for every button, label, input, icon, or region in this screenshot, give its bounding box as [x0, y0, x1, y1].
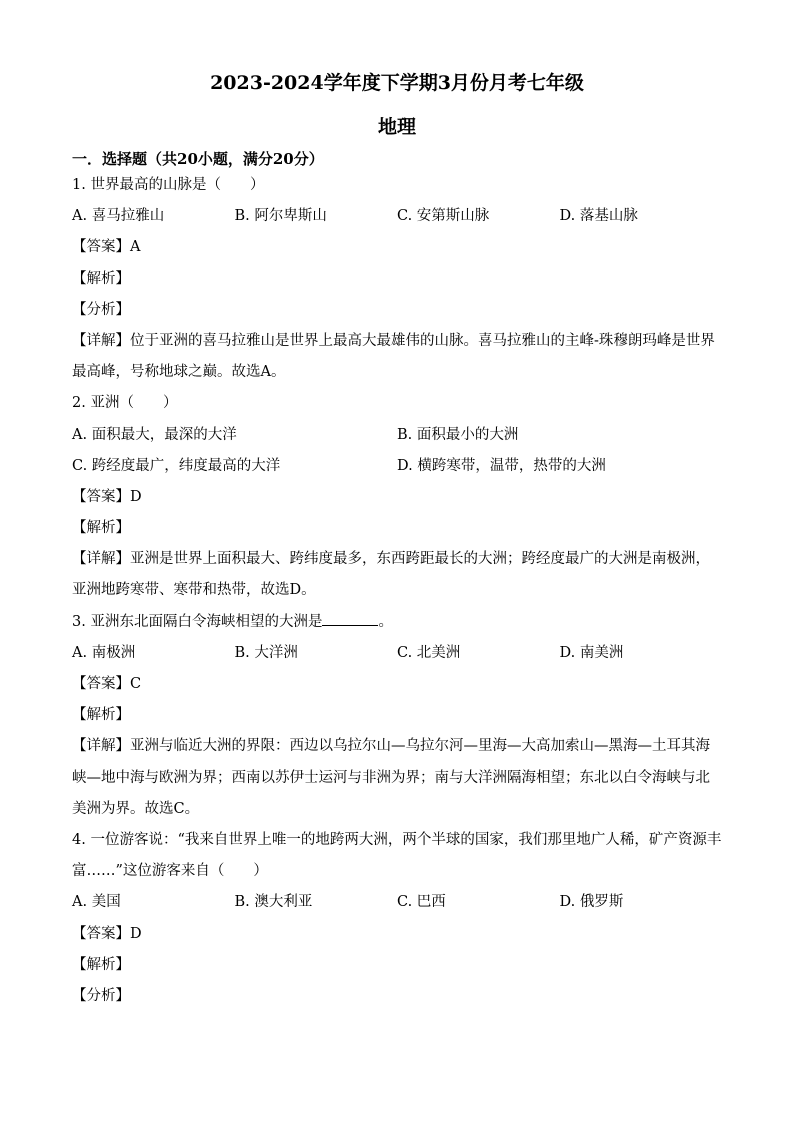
analysis-label: 【解析】 — [72, 270, 130, 287]
options-row — [72, 451, 722, 482]
option-b: B. 阿尔卑斯山 — [234, 208, 327, 225]
option-d: D. 落基山脉 — [559, 208, 638, 225]
options-row — [72, 201, 722, 232]
option-b: B. 大洋洲 — [234, 644, 298, 661]
option-a: A. 面积最大，最深的大洋 — [72, 426, 237, 443]
question-stem: 2. 亚洲（ ） — [72, 395, 178, 412]
option-a: A. 南极洲 — [72, 644, 136, 661]
option-c: C. 北美洲 — [397, 644, 461, 661]
analysis-label: 【解析】 — [72, 520, 130, 537]
question-3 — [72, 607, 722, 825]
question-stem: 4. 一位游客说：“我来自世界上唯一的地跨两大洲，两个半球的国家，我们那里地广人稀，矿产资源丰富……”这位游客来自（ ） — [72, 832, 722, 880]
option-c: C. 安第斯山脉 — [397, 208, 490, 225]
option-a: A. 喜马拉雅山 — [72, 208, 165, 225]
exam-title: 2023-2024学年度下学期3月份月考七年级 — [210, 72, 584, 94]
question-stem: 1. 世界最高的山脉是（ ） — [72, 177, 265, 193]
answer-line: 【答案】A — [72, 239, 141, 256]
option-d: D. 横跨寒带，温带，热带的大洲 — [397, 457, 606, 474]
question-4 — [72, 825, 722, 1012]
answer-line: 【答案】D — [72, 925, 142, 942]
page-content — [72, 70, 722, 1012]
option-c: C. 跨经度最广，纬度最高的大洋 — [72, 457, 281, 474]
options-row — [72, 638, 722, 669]
analysis-label: 【解析】 — [72, 707, 130, 724]
stem-end: 。 — [378, 613, 393, 630]
option-b: B. 澳大利亚 — [234, 894, 313, 911]
option-d: D. 南美洲 — [559, 644, 624, 661]
detail-text: 【详解】位于亚洲的喜马拉雅山是世界上最高大最雄伟的山脉。喜马拉雅山的主峰-珠穆朗玛峰是世界最高峰，号称地球之巅。故选A。 — [72, 332, 715, 381]
question-stem — [72, 607, 722, 638]
answer-line: 【答案】D — [72, 488, 142, 505]
analysis-label: 【解析】 — [72, 956, 130, 973]
detail-text: 【详解】亚洲与临近大洲的界限：西边以乌拉尔山—乌拉尔河—里海—大高加索山—黑海—土耳其海峡—地中海与欧洲为界；西南以苏伊士运河与非洲为界；南与大洋洲隔海相望；东北以白令海峡与北美洲为界。故选C。 — [72, 738, 710, 817]
question-1 — [72, 170, 722, 388]
detail-text: 【详解】亚洲是世界上面积最大、跨纬度最多，东西跨距最长的大洲；跨经度最广的大洲是南极洲，亚洲地跨寒带、寒带和热带，故选D。 — [72, 551, 710, 599]
stem-text: 3. 亚洲东北面隔白令海峡相望的大洲是 — [72, 613, 323, 630]
fenxi-label: 【分析】 — [72, 301, 130, 318]
option-c: C. 巴西 — [397, 894, 446, 911]
answer-line: 【答案】C — [72, 676, 142, 693]
fill-blank — [322, 611, 378, 626]
option-d: D. 俄罗斯 — [559, 894, 624, 911]
options-row — [72, 420, 722, 451]
section-heading: 一．选择题（共20小题，满分20分） — [72, 150, 324, 168]
options-row — [72, 887, 722, 918]
subject-title: 地理 — [377, 116, 416, 138]
question-2 — [72, 388, 722, 606]
fenxi-label: 【分析】 — [72, 988, 130, 1005]
option-b: B. 面积最小的大洲 — [397, 426, 519, 443]
option-a: A. 美国 — [72, 894, 121, 911]
